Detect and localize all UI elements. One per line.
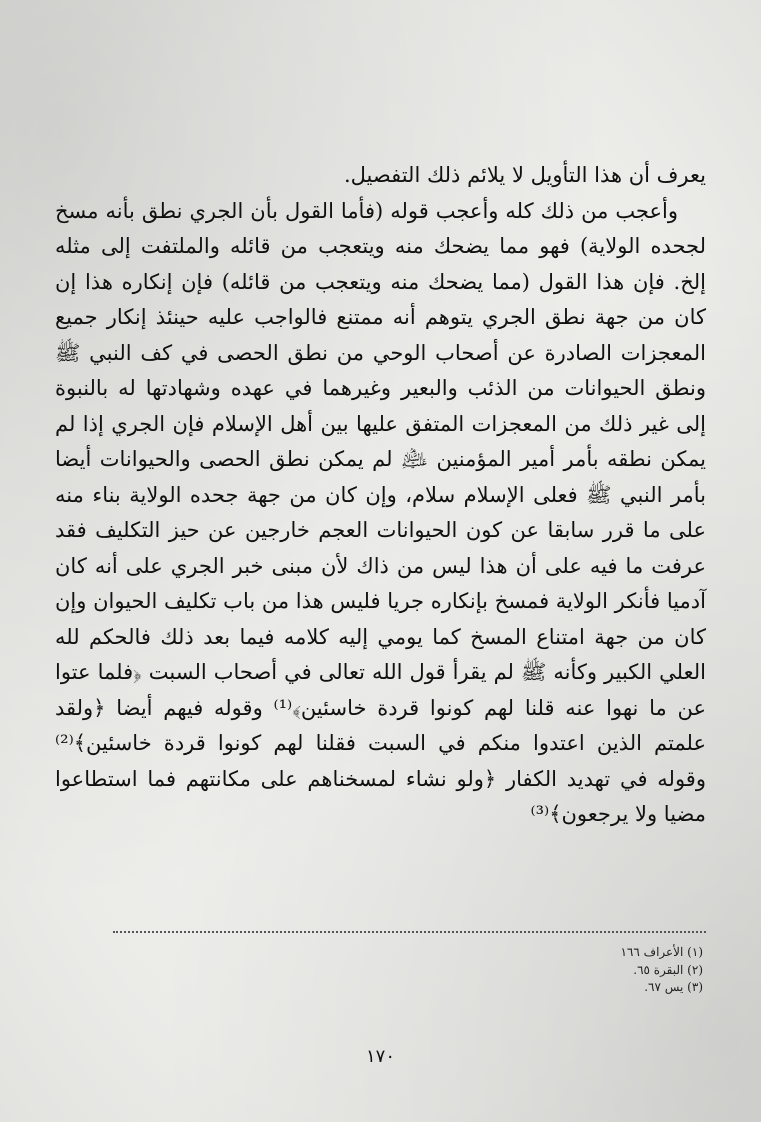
- paragraph-2: وأعجب من ذلك كله وأعجب قوله (فأما القول بأن الجري نطق بأنه مسخ لجحده الولاية) فهو مما يضحك منه ويتعجب من قائله والملتفت إلى مثله إلخ. فإن هذا القول (مما يضحك منه ويتعجب من قائله) فإن إنكاره هذا إن كان من جهة نطق الجري يتوهم أنه ممتنع فالواجب عليه حينئذ إنكار جميع المعجزات الصادرة عن أصحاب الوحي من نطق الحصى في كف النبي ﷺ ونطق الحيوانات من الذئب والبعير وغيرهما في عهده وشهادتها له بالنبوة إلى غير ذلك من المعجزات المتفق عليها بين أهل الإسلام فإن الجري إذا لم يمكن نطقه بأمر أمير المؤمنين ﵇ لم يمكن نطق الحصى والحيوانات أيضا بأمر النبي ﷺ فعلى الإسلام سلام، وإن كان من جهة جحده الولاية بناء منه على ما قرر سابقا عن كون الحيوانات العجم خارجين عن حيز التكليف فقد عرفت ما فيه على أن هذا ليس من ذاك لأن مبنى خبر الجري على أنه كان آدميا فأنكر الولاية فمسخ بإنكاره جريا فليس هذا من باب تكليف الحيوان وإن كان من جهة امتناع المسخ كما يومي إليه كلامه فيما بعد ذلك فالحكم لله العلي الكبير وكأنه ﷺ لم يقرأ قول الله تعالى في أصحاب السبت ﴿فلما عتوا عن ما نهوا عنه قلنا لهم كونوا قردة خاسئين﴾⁽¹⁾ وقوله فيهم أيضا ﴿ولقد علمتم الذين اعتدوا منكم في السبت فقلنا لهم كونوا قردة خاسئين﴾⁽²⁾ وقوله في تهديد الكفار ﴿ولو نشاء لمسخناهم على مكانتهم فما استطاعوا مضيا ولا يرجعون﴾⁽³⁾: [55, 198, 706, 826]
- paragraph-1: يعرف أن هذا التأويل لا يلائم ذلك التفصيل.: [343, 163, 706, 187]
- footnote-3: (٣) يس ٦٧.: [644, 980, 703, 994]
- page-number: ١٧٠: [365, 1046, 395, 1067]
- footnote-separator: [113, 931, 706, 933]
- footnote-1: (١) الأعراف ١٦٦: [620, 945, 703, 959]
- body-text: [55, 158, 706, 833]
- footnote-2: (٢) البقرة ٦٥.: [633, 962, 703, 977]
- footnotes: [403, 944, 703, 997]
